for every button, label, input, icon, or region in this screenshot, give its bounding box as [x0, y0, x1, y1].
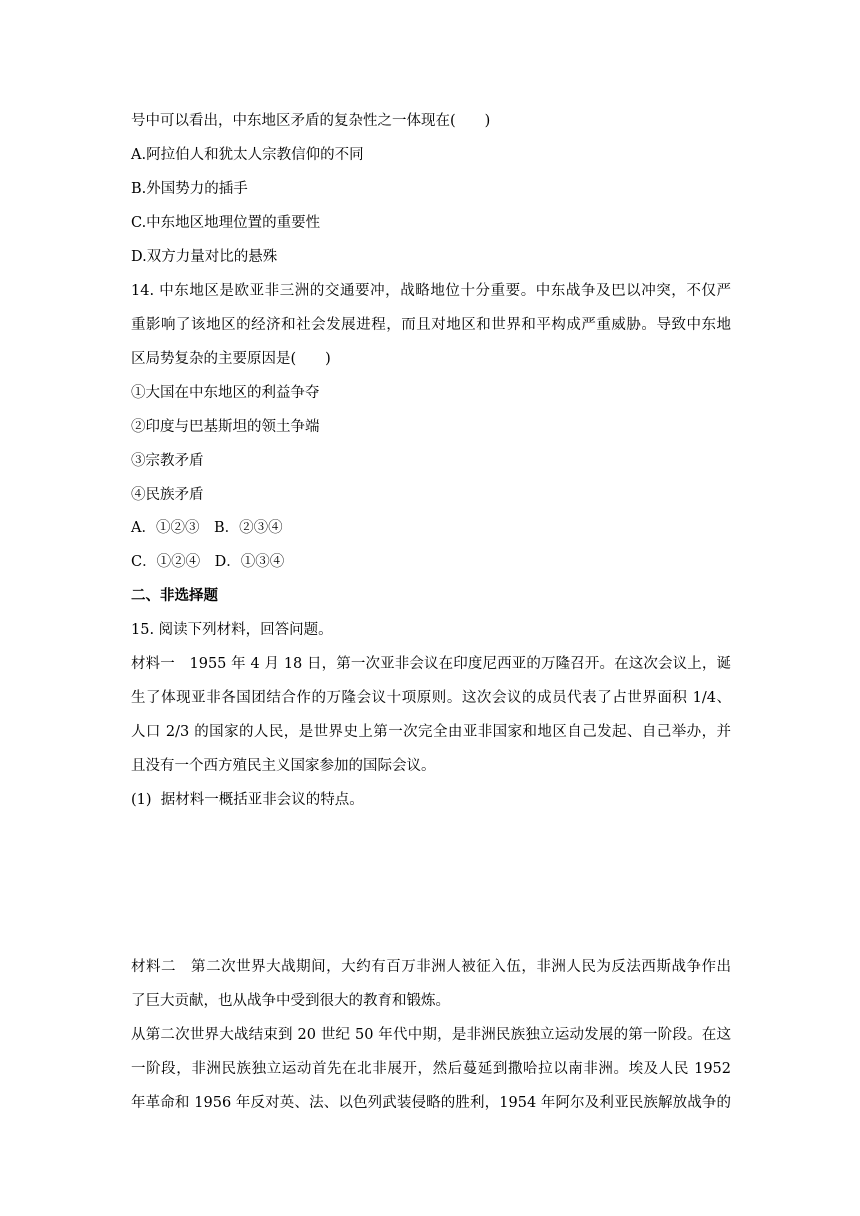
- q14-item-2: ②印度与巴基斯坦的领土争端: [131, 419, 320, 435]
- q15-material1-line-1: 材料一 1955 年 4 月 18 日，第一次亚非会议在印度尼西亚的万隆召开。在这次会议上，诞: [131, 656, 731, 672]
- q14-choices-ab: A．①②③ B．②③④: [131, 520, 283, 536]
- q14-item-4: ④民族矛盾: [131, 487, 204, 503]
- q13-option-c: C.中东地区地理位置的重要性: [131, 215, 321, 231]
- q15-material2-cont-line-1: 从第二次世界大战结束到 20 世纪 50 年代中期，是非洲民族独立运动发展的第一阶段。在这: [131, 1027, 731, 1043]
- q14-item-1: ①大国在中东地区的利益争夺: [131, 385, 320, 401]
- q14-stem-line-1: 14. 中东地区是欧亚非三洲的交通要冲，战略地位十分重要。中东战争及巴以冲突，不仅严: [131, 283, 731, 299]
- q13-option-d: D.双方力量对比的悬殊: [131, 249, 278, 265]
- q15-material1-line-4: 且没有一个西方殖民主义国家参加的国际会议。: [131, 758, 436, 774]
- q15-intro: 15. 阅读下列材料，回答问题。: [131, 622, 333, 638]
- q15-material2-line-1: 材料二 第二次世界大战期间，大约有百万非洲人被征入伍，非洲人民为反法西斯战争作出: [131, 959, 731, 975]
- q15-sub-question-1: (1) 据材料一概括亚非会议的特点。: [131, 792, 364, 808]
- q14-stem-line-3: 区局势复杂的主要原因是( ): [131, 351, 331, 367]
- q15-material2-line-2: 了巨大贡献，也从战争中受到很大的教育和锻炼。: [131, 993, 450, 1009]
- q13-option-a: A.阿拉伯人和犹太人宗教信仰的不同: [131, 147, 364, 163]
- q15-material2-cont-line-2: 一阶段，非洲民族独立运动首先在北非展开，然后蔓延到撒哈拉以南非洲。埃及人民 1952: [131, 1061, 731, 1077]
- q14-stem-line-2: 重影响了该地区的经济和社会发展进程，而且对地区和世界和平构成严重威胁。导致中东地: [131, 317, 731, 333]
- q15-material1-line-2: 生了体现亚非各国团结合作的万隆会议十项原则。这次会议的成员代表了占世界面积 1/4、: [131, 690, 731, 706]
- q14-choices-cd: C．①②④ D．①③④: [131, 554, 285, 570]
- q13-stem-tail: 号中可以看出，中东地区矛盾的复杂性之一体现在( ): [131, 113, 491, 129]
- section-title: 二、非选择题: [131, 587, 218, 604]
- q14-item-3: ③宗教矛盾: [131, 453, 204, 469]
- q15-material1-line-3: 人口 2/3 的国家的人民，是世界史上第一次完全由亚非国家和地区自己发起、自己举办，并: [131, 724, 731, 740]
- q13-option-b: B.外国势力的插手: [131, 181, 248, 197]
- q15-material2-cont-line-3: 年革命和 1956 年反对英、法、以色列武装侵略的胜利，1954 年阿尔及利亚民族解放战争的: [131, 1095, 731, 1111]
